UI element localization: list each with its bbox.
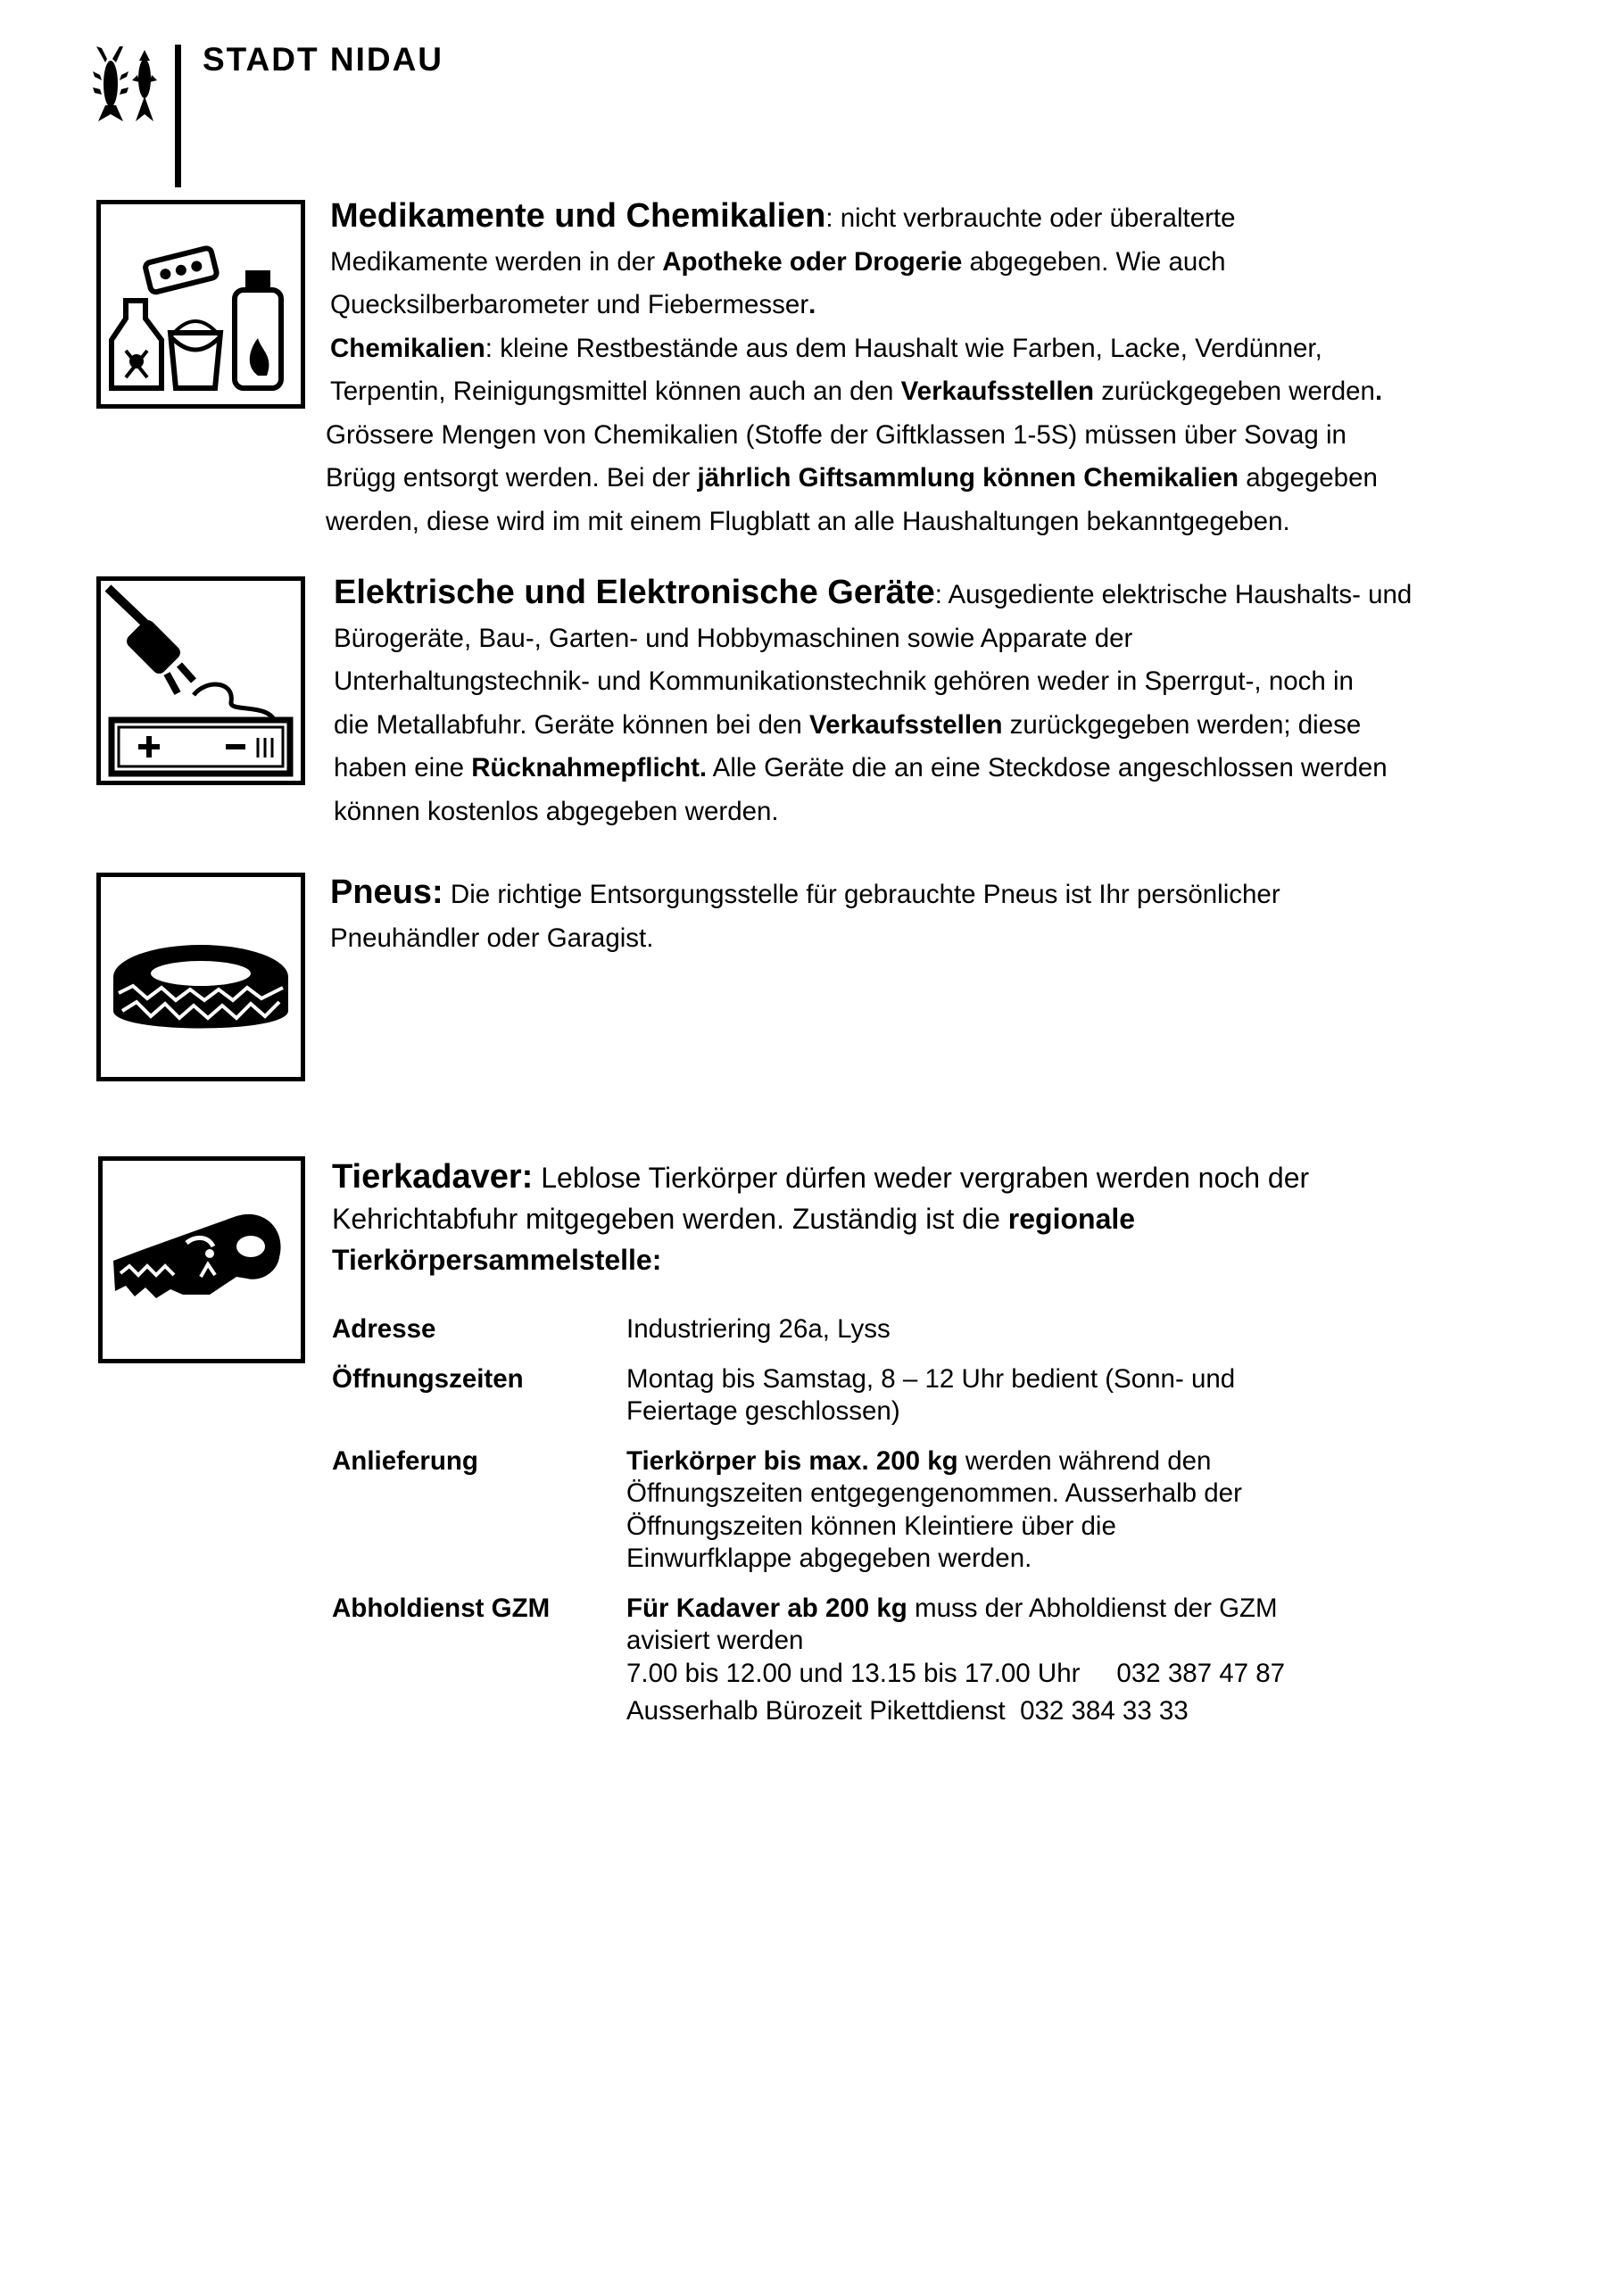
value-line [626,1445,1358,1478]
section-carcass [332,1156,1309,1280]
text-span: zurückgegeben werden; diese [1002,709,1362,740]
text-line [326,501,1382,544]
letterhead [93,37,468,189]
text-span: Terpentin, Reinigungsmittel können auch an den [330,377,901,406]
text-span: werden während den [957,1445,1212,1476]
text-span: Grössere Mengen von Chemikalien (Stoffe der Giftklassen 1-5S) müssen über Sovag in [326,419,1346,450]
emphasis-span: . [808,290,816,319]
crayfish-and-fish-crest-icon [93,43,159,125]
row-value [626,1445,1358,1576]
text-line [330,871,1280,917]
value-line: Öffnungszeiten entgegengenommen. Ausserhalb der [626,1478,1242,1508]
text-span: : Ausgediente elektrische Haushalts- und [934,580,1413,609]
text-span: Pneuhändler oder Garagist. [330,923,654,953]
text-line [332,1156,1309,1198]
text-line [330,370,1382,414]
text-span: : nicht verbrauchte oder überalterte [825,203,1236,233]
row-value [626,1313,1358,1346]
text-span: Kehrichtabfuhr mitgegeben werden. Zuständig ist die [332,1203,1008,1235]
text-line [326,457,1382,501]
emphasis-span: Apotheke oder Drogerie [662,246,963,277]
text-span: Bürogeräte, Bau-, Garten- und Hobbymaschinen sowie Apparate der [334,623,1133,653]
section-title: Medikamente und Chemikalien [330,197,826,235]
emphasis-span: Für Kadaver ab 200 kg [626,1593,907,1623]
value-line: Montag bis Samstag, 8 – 12 Uhr bedient (Sonn- und [626,1363,1236,1394]
value-line: Industriering 26a, Lyss [626,1314,891,1344]
section-tires [330,871,1280,960]
text-line [330,284,1382,327]
row-label: Adresse [332,1314,436,1344]
text-span: abgegeben [1239,463,1378,493]
emphasis-span: jährlich Giftsammlung können Chemikalien [697,463,1239,493]
row-value [626,1363,1358,1428]
text-line [334,791,1412,834]
text-span: Alle Geräte die an eine Steckdose angeschlossen werden [707,753,1388,782]
text-span: die Metallabfuhr. Geräte können bei den [334,709,810,740]
text-span: zurückgegeben werden [1094,377,1375,406]
emphasis-span: Rücknahmepflicht. [471,753,708,782]
emphasis-span: regionale [1007,1203,1136,1235]
text-line [332,1198,1309,1239]
header-divider [175,45,181,187]
medicine-and-chemicals-icon [96,200,305,409]
text-line [326,414,1382,458]
text-span: : kleine Restbestände aus dem Haushalt wie Farben, Lacke, Verdünner, [485,333,1322,363]
row-label: Abholdienst GZM [332,1593,551,1623]
section-title: Pneus: [330,873,443,911]
text-span: haben eine [334,753,472,782]
text-span: Brügg entsorgt werden. Bei der [326,463,698,493]
text-line [330,241,1382,285]
section-title: Tierkadaver: [332,1158,534,1196]
plug-and-battery-icon [96,576,305,785]
text-line [334,571,1412,617]
section-electronics [334,571,1412,833]
value-line: Feiertage geschlossen) [626,1396,900,1426]
emphasis-span: Chemikalien [330,333,485,363]
row-value [626,1593,1358,1728]
section-title: Elektrische und Elektronische Geräte [334,574,935,611]
collection-point-info-table [332,1313,1358,1745]
text-line [334,617,1412,661]
text-span: können kostenlos abgegeben werden. [334,796,779,826]
section-chemicals [326,195,1383,543]
value-line: 7.00 bis 12.00 und 13.15 bis 17.00 Uhr 032 387 47 87 [626,1658,1286,1688]
animal-carcass-icon [98,1156,305,1363]
text-line [334,660,1412,704]
table-row [332,1363,1358,1428]
page-title: STADT NIDAU [203,41,444,78]
emphasis-span: . [1374,377,1383,406]
value-line: Öffnungszeiten können Kleintiere über die [626,1511,1116,1541]
text-span: abgegeben. Wie auch [962,246,1226,277]
table-row [332,1445,1358,1576]
emphasis-span: Tierkörpersammelstelle: [332,1244,662,1276]
text-line [330,195,1382,241]
table-row [332,1313,1358,1346]
text-span: Medikamente werden in der [330,246,663,277]
value-line: Ausserhalb Bürozeit Pikettdienst 032 384 33 33 [626,1696,1189,1726]
text-span: Unterhaltungstechnik- und Kommunikationstechnik gehören weder in Sperrgut-, noch in [334,666,1354,696]
emphasis-span: Tierkörper bis max. 200 kg [626,1445,958,1476]
value-line: Einwurfklappe abgegeben werden. [626,1544,1032,1573]
table-row [332,1593,1358,1728]
text-span: muss der Abholdienst der GZM [907,1593,1278,1623]
text-line [334,704,1412,748]
emphasis-span: Verkaufsstellen [900,377,1095,406]
text-line [332,1239,1309,1280]
text-line [330,327,1382,371]
value-line [626,1593,1358,1626]
value-line: avisiert werden [626,1626,804,1655]
text-span: Quecksilberbarometer und Fiebermesser [330,290,809,319]
text-span: Die richtige Entsorgungsstelle für gebrauchte Pneus ist Ihr persönlicher [443,880,1280,909]
text-span: werden, diese wird im mit einem Flugblatt an alle Haushaltungen bekanntgegeben. [326,506,1290,536]
text-line [334,747,1412,791]
text-line [330,917,1280,961]
row-label: Anlieferung [332,1445,478,1476]
row-label: Öffnungszeiten [332,1363,524,1394]
emphasis-span: Verkaufsstellen [809,709,1003,740]
text-span: Leblose Tierkörper dürfen weder vergraben werden noch der [533,1162,1310,1194]
tire-icon [96,873,305,1081]
